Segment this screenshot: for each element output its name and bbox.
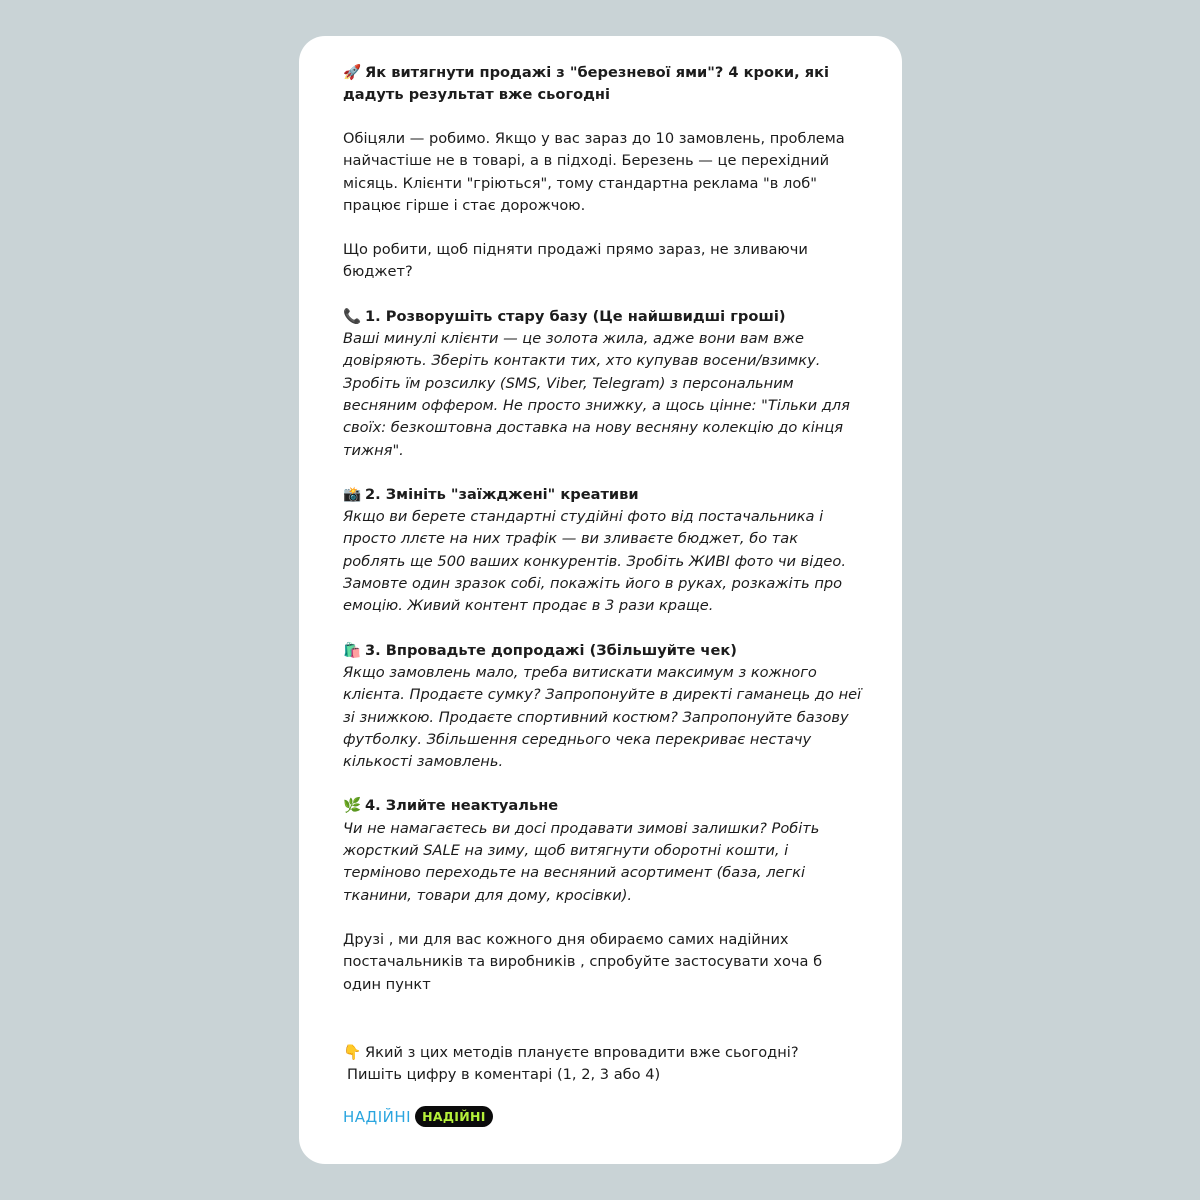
brand-name: НАДІЙНІ	[343, 1107, 412, 1126]
pointing-down-icon: 👇	[343, 1043, 362, 1061]
post-card	[299, 36, 902, 1164]
step-1	[343, 306, 862, 462]
step-heading-text: 2. Змініть "заїжджені" креативи	[365, 485, 639, 503]
step-heading-text: 4. Злийте неактуальне	[365, 797, 559, 815]
step-2	[343, 484, 862, 618]
cta-question-text: Який з цих методів плануєте впровадити вже сьогодні?	[365, 1043, 799, 1061]
step-heading	[343, 484, 862, 506]
herb-icon: 🌿	[343, 797, 362, 815]
phone-icon: 📞	[343, 307, 362, 325]
step-3	[343, 640, 862, 774]
rocket-icon: 🚀	[343, 64, 362, 81]
post-title	[343, 62, 862, 106]
step-heading	[343, 640, 862, 662]
post-closing: Друзі , ми для вас кожного дня обираємо самих надійних постачальників та виробників , спробуйте застосувати хоча б один пункт	[343, 930, 823, 993]
step-body: Якщо замовлень мало, треба витискати максимум з кожного клієнта. Продаєте сумку? Запропонуйте в директі гаманець до неї зі знижкою. Продаєте спортивний костюм? Запропонуйте базову футболку. Збільшення середнього чека перекриває нестачу кількості замовлень.	[343, 663, 862, 771]
cta-instruction: Пишіть цифру в коментарі (1, 2, 3 або 4)	[347, 1066, 661, 1084]
step-body: Чи не намагаєтесь ви досі продавати зимові залишки? Робіть жорсткий SALE на зиму, щоб витягнути оборотні кошти, і терміново переходьте на весняний асортимент (база, легкі тканини, товари для дому, кросівки).	[343, 819, 820, 904]
brand-signature	[343, 1106, 862, 1127]
post-title-text: Як витягнути продажі з "березневої ями"? 4 кроки, які дадуть результат вже сьогодні	[343, 64, 830, 103]
step-heading-text: 3. Впровадьте допродажі (Збільшуйте чек)	[365, 641, 737, 659]
step-body: Ваші минулі клієнти — це золота жила, адже вони вам вже довіряють. Зберіть контакти тих, хто купував восени/взимку. Зробіть їм розсилку (SMS, Viber, Telegram) з персональним весняним оффером. Не просто знижку, а щось цінне: "Тільки для своїх: безкоштовна доставка на нову весняну колекцію до кінця тижня".	[343, 330, 850, 459]
step-body: Якщо ви берете стандартні студійні фото від постачальника і просто ллєте на них трафік — ви зливаєте бюджет, бо так роблять ще 500 ваших конкурентів. Зробіть ЖИВІ фото чи відео. Замовте один зразок собі, покажіть його в руках, розкажіть про емоцію. Живий контент продає в 3 рази краще.	[343, 508, 846, 615]
post-cta	[343, 1042, 862, 1087]
shopping-bags-icon: 🛍️	[343, 641, 362, 659]
step-4	[343, 795, 862, 906]
step-heading-text: 1. Розворушіть стару базу (Це найшвидші гроші)	[365, 307, 786, 325]
cta-question	[343, 1042, 862, 1064]
step-heading	[343, 795, 862, 817]
brand-badge: НАДІЙНІ	[415, 1106, 493, 1127]
post-question: Що робити, щоб підняти продажі прямо зараз, не зливаючи бюджет?	[343, 241, 808, 281]
camera-icon: 📸	[343, 485, 362, 503]
step-heading	[343, 306, 862, 328]
post-intro: Обіцяли — робимо. Якщо у вас зараз до 10 замовлень, проблема найчастіше не в товарі, а в підході. Березень — це перехідний місяць. Клієнти "гріються", тому стандартна реклама "в лоб" працює гірше і стає дорожчою.	[343, 130, 845, 214]
